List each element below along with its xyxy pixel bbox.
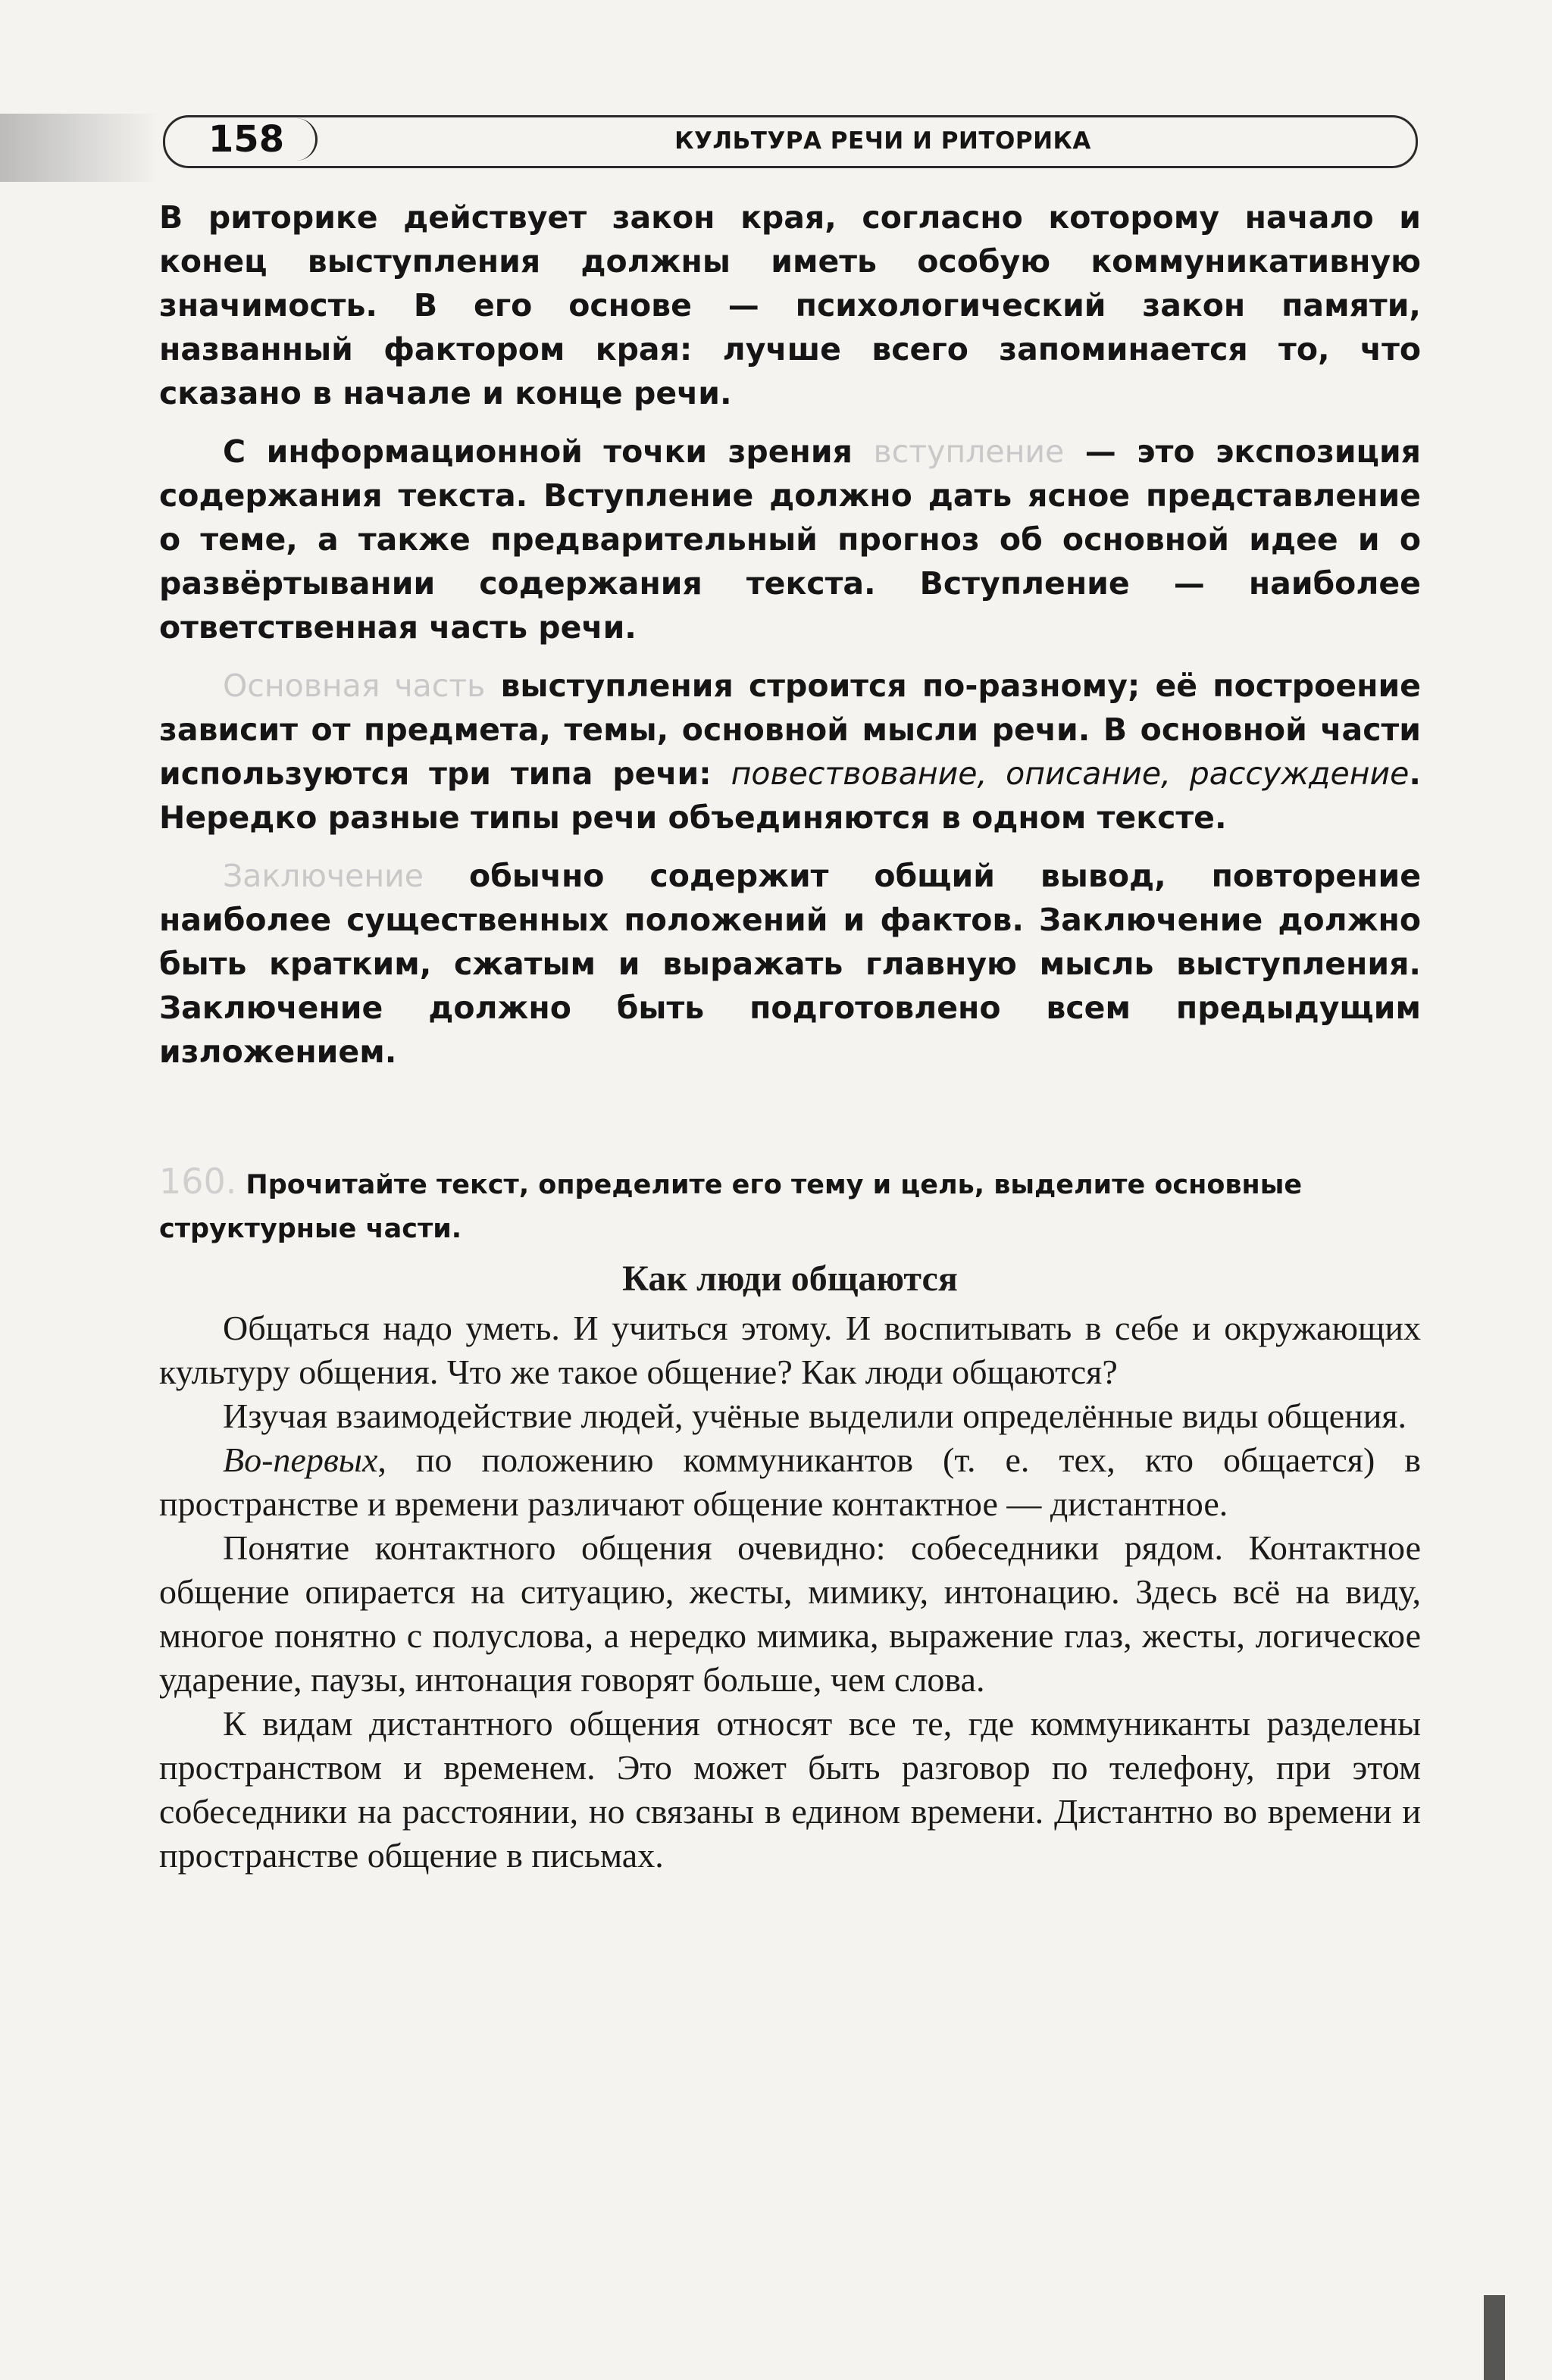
theory-paragraph-conclusion: [159, 854, 1421, 1074]
scan-edge-mark: [1484, 2295, 1505, 2380]
scan-shadow: [0, 114, 159, 182]
reading-title: Как люди общаются: [622, 1259, 958, 1299]
paragraph-text: . Нередко разные типы речи объединяются в одном тексте.: [159, 755, 1421, 836]
reading-paragraph: Изучая взаимодействие людей, учёные выделили определённые виды общения.: [223, 1396, 1407, 1435]
term-main-part: Основная часть: [223, 668, 486, 704]
reading-paragraph: К видам дистантного общения относят все те, где коммуниканты разделены пространством и временем. Это может быть разговор по телефону, при этом собеседники на расстоянии, но связаны в едином времени. Дистантно во времени и пространстве общение в письмах.: [159, 1704, 1421, 1875]
paragraph-text: — это экспозиция содержания текста. Вступление должно дать ясное представление о теме, а также предварительный прогноз об основной идее и о развёртывании содержания текста. Вступление — наиболее ответственная часть речи.: [159, 433, 1422, 646]
exercise-number: 160.: [159, 1161, 237, 1202]
term-conclusion: Заключение: [223, 858, 424, 894]
reading-text: [159, 1258, 1421, 1878]
paragraph-text: , по положению коммуникантов (т. е. тех, кто общается) в пространстве и времени различают общение контактное — дистантное.: [159, 1440, 1421, 1523]
theory-paragraph-law-of-edge: В риторике действует закон края, согласно которому начало и конец выступления должны иметь особую коммуникативную значимость. В его основе — психологический закон памяти, названный фактором края: лучше всего запоминается то, что сказано в начале и конце речи.: [159, 199, 1421, 411]
page-number: 158: [186, 112, 307, 167]
exercise-instruction: Прочитайте текст, определите его тему и цель, выделите основные структурные части.: [159, 1170, 1303, 1244]
paragraph-text: обычно содержит общий вывод, повторение наиболее существенных положений и фактов. Заключение должно быть кратким, сжатым и выражать главную мысль выступления. Заключение должно быть подготовлено всем предыдущим изложением.: [159, 858, 1421, 1070]
exercise-task: [159, 1159, 1421, 1251]
theory-section: [159, 195, 1421, 1088]
reading-paragraph: Понятие контактного общения очевидно: собеседники рядом. Контактное общение опирается на ситуацию, жесты, мимику, интонацию. Здесь всё на виду, многое понятно с полуслова, а нередко мимика, выражение глаз, жесты, логическое ударение, паузы, интонация говорят больше, чем слова.: [159, 1528, 1421, 1699]
theory-paragraph-introduction: [159, 430, 1421, 649]
paragraph-text: С информационной точки зрения: [223, 433, 874, 470]
running-title: КУЛЬТУРА РЕЧИ И РИТОРИКА: [674, 127, 1091, 155]
reading-paragraph: [159, 1438, 1421, 1526]
paragraph-text: выступления строится по-разному; её построение зависит от предмета, темы, основной мысли речи. В основной части используются три типа речи:: [159, 668, 1421, 792]
speech-types: повествование, описание, рассуждение: [731, 755, 1410, 792]
theory-paragraph-main-part: [159, 664, 1421, 840]
term-introduction: вступление: [873, 433, 1065, 470]
reading-paragraph: Общаться надо уметь. И учиться этому. И воспитывать в себе и окружающих культуру общения. Что же такое общение? Как люди общаются?: [159, 1309, 1421, 1391]
italic-marker: Во-первых: [223, 1440, 378, 1479]
